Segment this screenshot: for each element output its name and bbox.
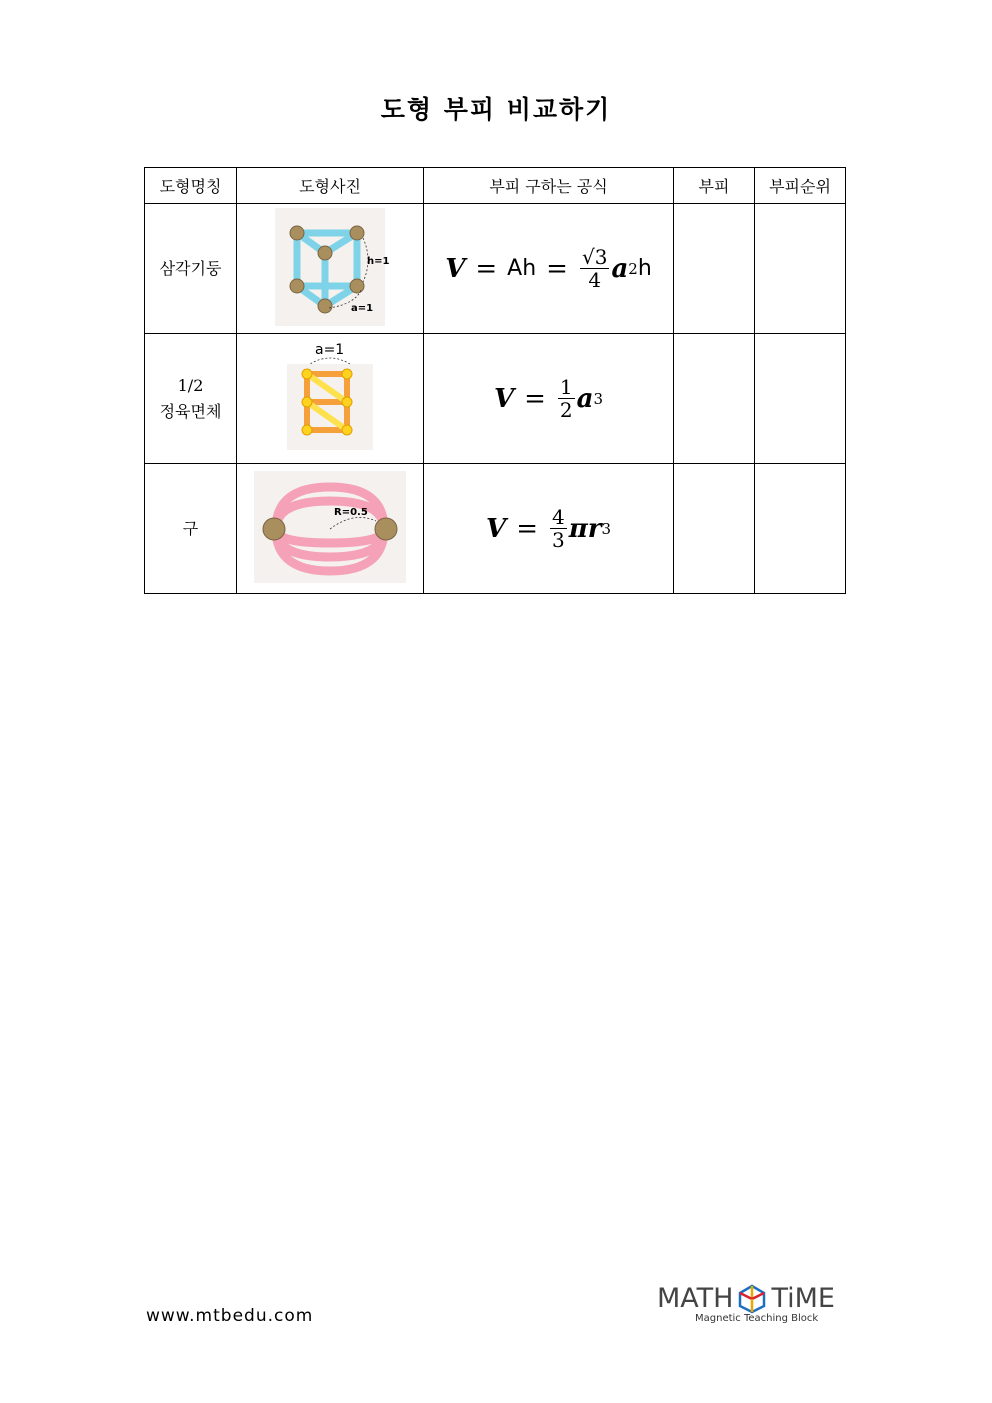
shape-name: 삼각기둥 bbox=[159, 258, 222, 278]
logo-tagline: Magnetic Teaching Block bbox=[695, 1313, 819, 1324]
side-label: a=1 bbox=[315, 341, 345, 358]
header-shape-photo: 도형사진 bbox=[237, 168, 424, 204]
volume-cell[interactable] bbox=[674, 464, 755, 594]
table-header-row bbox=[145, 168, 846, 204]
table-row bbox=[145, 204, 846, 334]
half-cube-photo bbox=[285, 342, 375, 452]
radius-label: R=0.5 bbox=[334, 506, 368, 518]
rank-cell[interactable] bbox=[755, 334, 846, 464]
logo-text-right: TiME bbox=[771, 1283, 835, 1314]
volume-cell[interactable] bbox=[674, 334, 755, 464]
logo-text-left: MATH bbox=[657, 1283, 734, 1314]
header-volume-rank: 부피순위 bbox=[755, 168, 846, 204]
fraction: $\frac{√3}{4}$ bbox=[581, 245, 608, 292]
height-label: h=1 bbox=[367, 255, 390, 267]
volume-table bbox=[144, 167, 846, 594]
table-row bbox=[145, 334, 846, 464]
rank-cell[interactable] bbox=[755, 204, 846, 334]
shape-name: 구 bbox=[182, 518, 199, 538]
rank-cell[interactable] bbox=[755, 464, 846, 594]
triangular-prism-photo bbox=[275, 208, 390, 326]
half-cube-volume-formula: V = $\frac{1}{2}$ a 3 bbox=[493, 375, 604, 422]
sphere-volume-formula: V = $\frac{4}{3}$ π r 3 bbox=[486, 505, 611, 552]
sphere-photo bbox=[254, 471, 406, 583]
fraction: $\frac{4}{3}$ bbox=[551, 505, 565, 552]
prism-volume-formula: V = Ah = $\frac{√3}{4}$ a 2 h bbox=[445, 245, 652, 292]
shape-name-line2: 정육면체 bbox=[159, 401, 222, 421]
shape-name-line1: 1/2 bbox=[177, 375, 204, 395]
page-title: 도형 부피 비교하기 bbox=[380, 95, 612, 124]
logo bbox=[657, 1283, 847, 1328]
header-volume: 부피 bbox=[674, 168, 755, 204]
header-formula: 부피 구하는 공식 bbox=[424, 168, 674, 204]
fraction: $\frac{1}{2}$ bbox=[559, 375, 573, 422]
footer-url[interactable]: www.mtbedu.com bbox=[146, 1306, 314, 1326]
volume-cell[interactable] bbox=[674, 204, 755, 334]
header-shape-name: 도형명칭 bbox=[145, 168, 237, 204]
table-row bbox=[145, 464, 846, 594]
cube-logo-icon bbox=[737, 1284, 767, 1314]
side-label: a=1 bbox=[351, 302, 374, 314]
